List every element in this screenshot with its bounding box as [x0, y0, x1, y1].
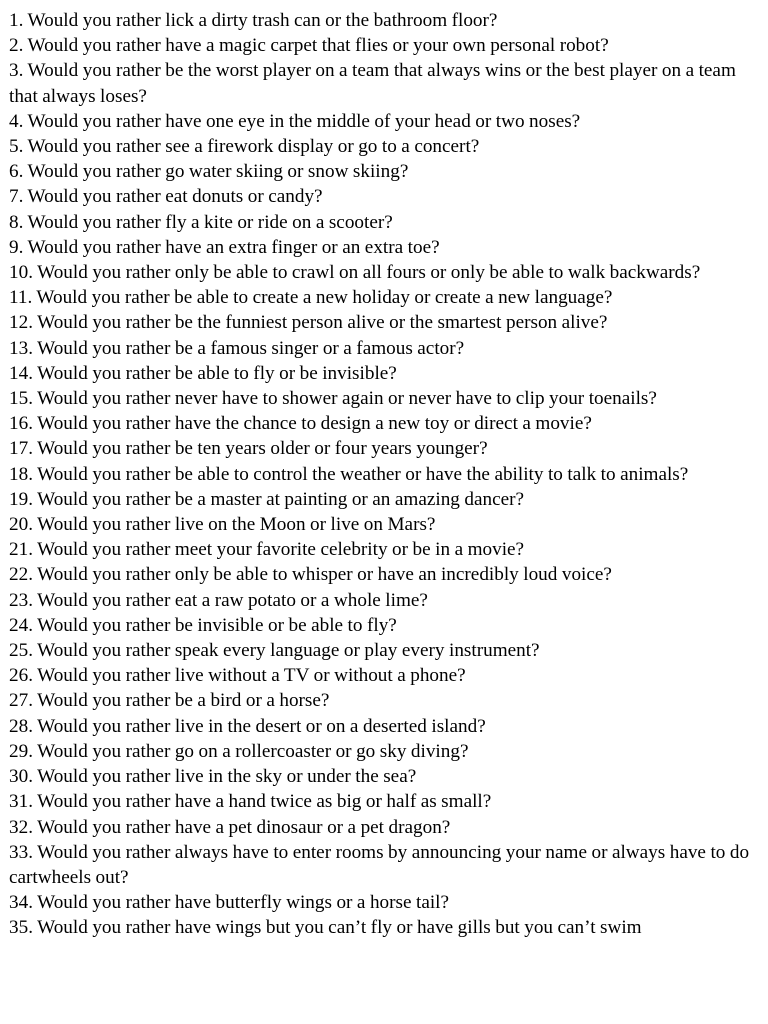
question-item: 35. Would you rather have wings but you can’t fly or have gills but you can’t swim — [9, 917, 642, 939]
question-item: 29. Would you rather go on a rollercoaster or go sky diving? — [9, 740, 469, 762]
question-item: 33. Would you rather always have to enter rooms by announcing your name or always have to do cartwheels out? — [9, 841, 750, 888]
question-item: 8. Would you rather fly a kite or ride on a scooter? — [9, 211, 393, 233]
question-item: 3. Would you rather be the worst player on a team that always wins or the best player on a team that always loses? — [9, 60, 736, 107]
question-item: 4. Would you rather have one eye in the middle of your head or two noses? — [9, 110, 581, 132]
question-item: 9. Would you rather have an extra finger or an extra toe? — [9, 236, 440, 258]
question-item: 22. Would you rather only be able to whisper or have an incredibly loud voice? — [9, 564, 612, 586]
question-item: 32. Would you rather have a pet dinosaur or a pet dragon? — [9, 816, 451, 838]
question-item: 10. Would you rather only be able to crawl on all fours or only be able to walk backwards? — [9, 262, 701, 284]
question-item: 18. Would you rather be able to control the weather or have the ability to talk to animals? — [9, 463, 689, 485]
question-item: 13. Would you rather be a famous singer or a famous actor? — [9, 337, 465, 359]
question-item: 28. Would you rather live in the desert or on a deserted island? — [9, 715, 486, 737]
question-item: 20. Would you rather live on the Moon or live on Mars? — [9, 514, 436, 536]
question-item: 16. Would you rather have the chance to design a new toy or direct a movie? — [9, 413, 592, 435]
question-item: 24. Would you rather be invisible or be able to fly? — [9, 614, 397, 636]
question-item: 7. Would you rather eat donuts or candy? — [9, 186, 323, 208]
question-item: 25. Would you rather speak every language or play every instrument? — [9, 640, 540, 662]
question-item: 17. Would you rather be ten years older or four years younger? — [9, 438, 488, 460]
question-item: 21. Would you rather meet your favorite celebrity or be in a movie? — [9, 539, 525, 561]
question-item: 23. Would you rather eat a raw potato or a whole lime? — [9, 589, 428, 611]
question-item: 31. Would you rather have a hand twice as big or half as small? — [9, 791, 492, 813]
question-item: 5. Would you rather see a firework display or go to a concert? — [9, 136, 480, 158]
question-item: 6. Would you rather go water skiing or snow skiing? — [9, 161, 409, 183]
question-item: 30. Would you rather live in the sky or under the sea? — [9, 766, 417, 788]
question-item: 11. Would you rather be able to create a new holiday or create a new language? — [9, 287, 613, 309]
question-item: 34. Would you rather have butterfly wings or a horse tail? — [9, 892, 450, 914]
question-list — [9, 8, 760, 941]
question-item: 1. Would you rather lick a dirty trash can or the bathroom floor? — [9, 10, 498, 31]
question-item: 2. Would you rather have a magic carpet that flies or your own personal robot? — [9, 35, 609, 57]
question-item: 27. Would you rather be a bird or a horse? — [9, 690, 330, 712]
question-item: 14. Would you rather be able to fly or be invisible? — [9, 362, 397, 384]
question-item: 26. Would you rather live without a TV or without a phone? — [9, 665, 466, 687]
question-item: 15. Would you rather never have to shower again or never have to clip your toenails? — [9, 388, 657, 410]
question-item: 12. Would you rather be the funniest person alive or the smartest person alive? — [9, 312, 608, 334]
question-item: 19. Would you rather be a master at painting or an amazing dancer? — [9, 488, 525, 510]
